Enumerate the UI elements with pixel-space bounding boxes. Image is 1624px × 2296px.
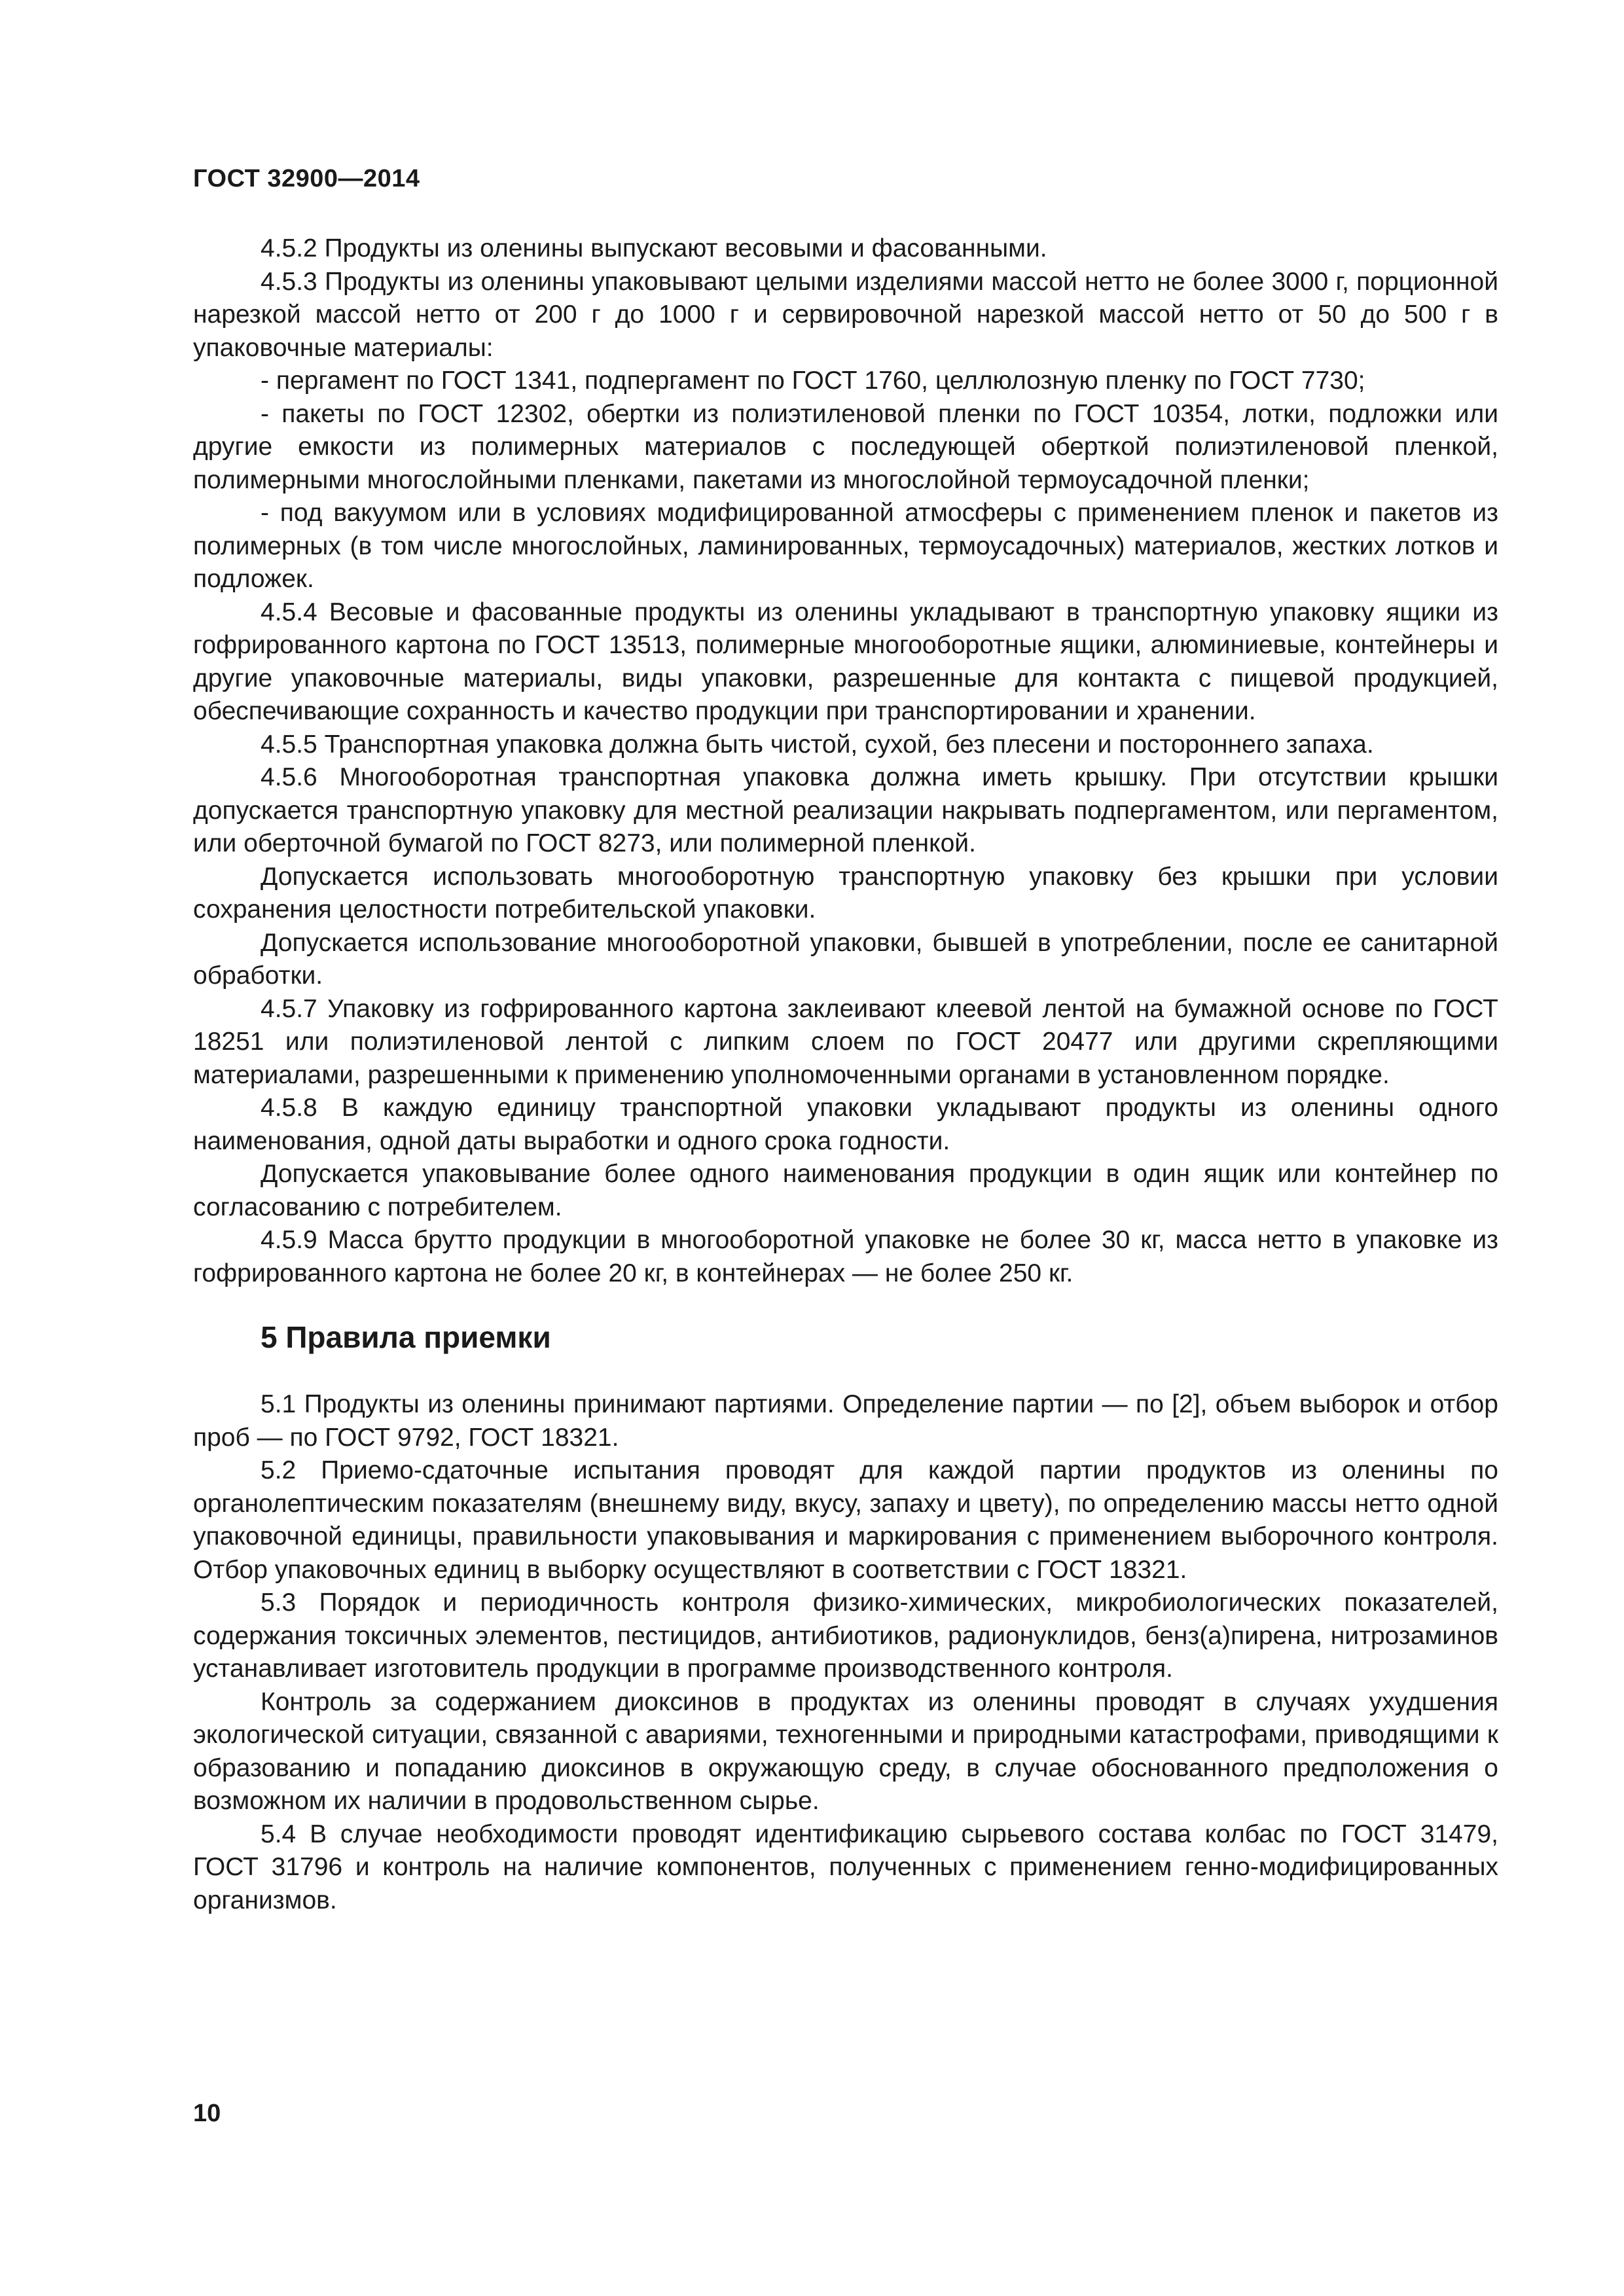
paragraph-dioxin-control: Контроль за содержанием диоксинов в продуктах из оленины проводят в случаях ухудшения экологической ситуации, связанной с авариями, техногенными и природными катастрофами, приводящими к образованию и попаданию диоксинов в окружающую среду, в случае обоснованного предположения о возможном их наличии в продовольственном сырье. bbox=[193, 1687, 1498, 1815]
section-title: 5 Правила приемки bbox=[261, 1320, 551, 1354]
paragraph-4-5-6: 4.5.6 Многооборотная транспортная упаковка должна иметь крышку. При отсутствии крышки допускается транспортную упаковку для местной реализации накрывать подпергаментом, или пергаментом, или оберточной бумагой по ГОСТ 8273, или полимерной пленкой. bbox=[193, 763, 1498, 857]
document-header: ГОСТ 32900—2014 bbox=[193, 165, 420, 192]
paragraph-allowed-no-lid: Допускается использовать многооборотную транспортную упаковку без крышки при условии сохранения целостности потребительской упаковки. bbox=[193, 862, 1498, 924]
paragraph-5-2: 5.2 Приемо-сдаточные испытания проводят для каждой партии продуктов из оленины по органолептическим показателям (внешнему виду, вкусу, запаху и цвету), по определению массы нетто одной упаковочной единицы, правильности упаковывания и маркирования с применением выборочного контроля. Отбор упаковочных единиц в выборку осуществляют в соответствии с ГОСТ 18321. bbox=[193, 1456, 1498, 1584]
paragraph-allowed-mixed: Допускается упаковывание более одного наименования продукции в один ящик или контейнер по согласованию с потребителем. bbox=[193, 1160, 1498, 1221]
paragraph-5-4: 5.4 В случае необходимости проводят идентификацию сырьевого состава колбас по ГОСТ 31479, ГОСТ 31796 и контроль на наличие компонентов, полученных с применением генно-модифицированных организмов. bbox=[193, 1820, 1498, 1914]
list-item-bags: - пакеты по ГОСТ 12302, обертки из полиэтиленовой пленки по ГОСТ 10354, лотки, подложки или другие емкости из полимерных материалов с последующей оберткой полиэтиленовой пленкой, полимерными многослойными пленками, пакетами из многослойной термоусадочной пленки; bbox=[193, 399, 1498, 494]
paragraph-4-5-3: 4.5.3 Продукты из оленины упаковывают целыми изделиями массой нетто не более 3000 г, порционной нарезкой массой нетто от 200 г до 1000 г и сервировочной нарезкой массой нетто от 50 до 500 г в упаковочные материалы: bbox=[193, 267, 1498, 362]
paragraph-4-5-7: 4.5.7 Упаковку из гофрированного картона заклеивают клеевой лентой на бумажной основе по ГОСТ 18251 или полиэтиленовой лентой с липким слоем по ГОСТ 20477 или другими скрепляющими материалами, разрешенными к применению уполномоченными органами в установленном порядке. bbox=[193, 994, 1498, 1089]
paragraph-5-3: 5.3 Порядок и периодичность контроля физико-химических, микробиологических показателей, содержания токсичных элементов, пестицидов, антибиотиков, радионуклидов, бенз(а)пирена, нитрозаминов устанавливает изготовитель продукции в программе производственного контроля. bbox=[193, 1588, 1498, 1683]
page-body bbox=[193, 232, 1498, 1917]
paragraph-5-1: 5.1 Продукты из оленины принимают партиями. Определение партии — по [2], объем выборок и отбор проб — по ГОСТ 9792, ГОСТ 18321. bbox=[193, 1390, 1498, 1452]
paragraph-4-5-8: 4.5.8 В каждую единицу транспортной упаковки укладывают продукты из оленины одного наименования, одной даты выработки и одного срока годности. bbox=[193, 1094, 1498, 1155]
paragraph-allowed-reuse: Допускается использование многооборотной упаковки, бывшей в употреблении, после ее санитарной обработки. bbox=[193, 928, 1498, 990]
paragraph-4-5-9: 4.5.9 Масса брутто продукции в многооборотной упаковке не более 30 кг, масса нетто в упаковке из гофрированного картона не более 20 кг, в контейнерах — не более 250 кг. bbox=[193, 1226, 1498, 1287]
list-item-parchment: - пергамент по ГОСТ 1341, подпергамент по ГОСТ 1760, целлюлозную пленку по ГОСТ 7730; bbox=[261, 367, 1365, 395]
page-number: 10 bbox=[193, 2100, 221, 2127]
paragraph-4-5-4: 4.5.4 Весовые и фасованные продукты из оленины укладывают в транспортную упаковку ящики из гофрированного картона по ГОСТ 13513, полимерные многооборотные ящики, алюминиевые, контейнеры и другие упаковочные материалы, виды упаковки, разрешенные для контакта с пищевой продукцией, обеспечивающие сохранность и качество продукции при транспортировании и хранении. bbox=[193, 598, 1498, 725]
paragraph-4-5-5: 4.5.5 Транспортная упаковка должна быть чистой, сухой, без плесени и постороннего запаха. bbox=[261, 730, 1374, 759]
list-item-vacuum: - под вакуумом или в условиях модифицированной атмосферы с применением пленок и пакетов из полимерных (в том числе многослойных, ламинированных, термоусадочных) материалов, жестких лотков и подложек. bbox=[193, 499, 1498, 593]
paragraph-4-5-2: 4.5.2 Продукты из оленины выпускают весовыми и фасованными. bbox=[261, 234, 1047, 262]
